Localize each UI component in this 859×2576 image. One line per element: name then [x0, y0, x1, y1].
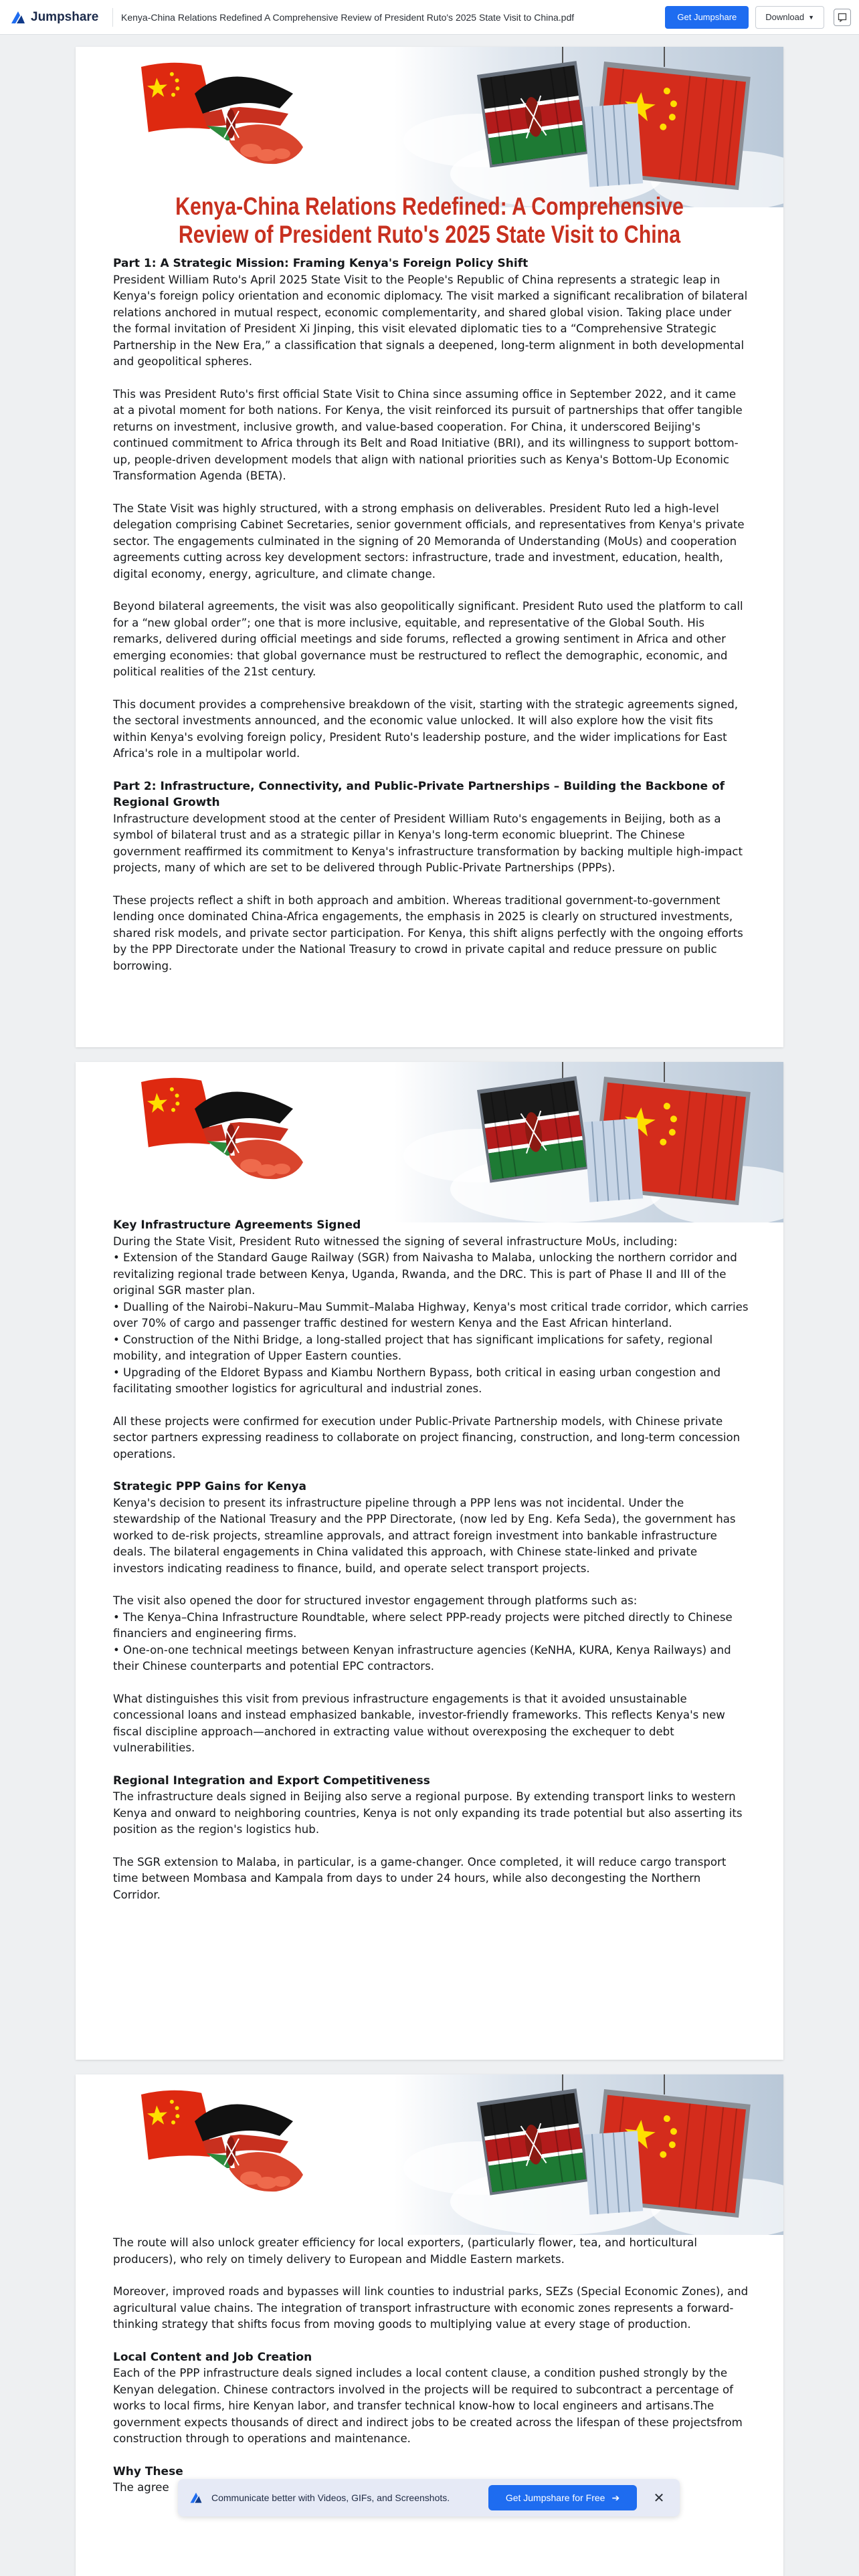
paragraph: Each of the PPP infrastructure deals signed includes a local content clause, a condition pushed strongly by the Kenyan delegation. Chinese contractors involved in the projects will be required to subcontract a percentage of works to local firms, hire Kenyan labor, and transfer technical know-how to local engineers and artisans.The government expects thousands of direct and indirect jobs to be created across the lifespan of these projectsfrom construction through to operations and maintenance. [113, 2367, 743, 2445]
kenya-china-banner-image [76, 47, 783, 207]
bullet-item: • Upgrading of the Eldoret Bypass and Kiambu Northern Bypass, both critical in easing urban congestion and facilitating smoother logistics for agricultural and industrial zones. [113, 1366, 721, 1395]
bullet-item: • Extension of the Standard Gauge Railway (SGR) from Naivasha to Malaba, unlocking the northern corridor and revitalizing regional trade between Kenya, Uganda, Rwanda, and the DRC. This is part of Phase II and III of the original SGR master plan. [113, 1251, 737, 1297]
bullet-item: • Construction of the Nithi Bridge, a long-stalled project that has significant implications for safety, regional mobility, and integration of Upper Eastern counties. [113, 1333, 713, 1362]
chevron-down-icon: ▼ [808, 13, 814, 21]
paragraph: Beyond bilateral agreements, the visit was also geopolitically significant. President Ruto used the platform to call for a “new global order”; one that is more inclusive, equitable, and representative of the Global South. His remarks, delivered during official meetings and side forums, reflected a growing sentiment in Africa and other emerging economies: that global governance must be restructured to reflect the demographic, economic, and political realities of the 21st century. [113, 600, 743, 678]
jumpshare-logo-icon [189, 2490, 203, 2505]
paragraph: This was President Ruto's first official State Visit to China since assuming office in September 2022, and it came at a pivotal moment for both nations. For Kenya, the visit reinforced its pursuit of partnerships that offer tangible returns on investment, inclusive growth, and value-based cooperation. For China, it underscored Beijing's continued commitment to Africa through its Belt and Road Initiative (BRI), and its willingness to support bottom-up, people-driven development models that align with national priorities such as Kenya's Bottom-Up Economic Transformation Agenda (BETA). [113, 387, 743, 482]
get-jumpshare-free-button[interactable] [488, 2485, 637, 2510]
get-jumpshare-button[interactable]: Get Jumpshare [665, 6, 749, 29]
paragraph: The visit also opened the door for structured investor engagement through platforms such as: [113, 1594, 638, 1607]
paragraph: This document provides a comprehensive breakdown of the visit, starting with the strategic agreements signed, the sectoral investments announced, and the economic value unlocked. It will also explore how the visit fits within Kenya's evolving foreign policy, President Ruto's leadership posture, and the wider implications for East Africa's role in a multipolar world. [113, 697, 739, 760]
section-heading: Why These [113, 2464, 183, 2478]
kenya-china-banner-image [76, 1062, 783, 1222]
page-2-body [113, 1217, 750, 1919]
paragraph: Infrastructure development stood at the center of President William Ruto's engagements in Beijing, both as a symbol of bilateral trust and as a strategic pillar in Kenya's long-term economic blueprint. The Chinese government reaffirmed its commitment to Kenya's infrastructure transformation by backing multiple high-impact projects, many of which are set to be delivered through Public-Private Partnerships (PPPs). [113, 812, 743, 874]
promo-banner [178, 2479, 680, 2516]
comment-icon[interactable] [834, 9, 851, 26]
pdf-page-1 [76, 47, 783, 1047]
arrow-right-icon: ➔ [611, 2492, 620, 2503]
paragraph: All these projects were confirmed for execution under Public-Private Partnership models, with Chinese private sector partners expressing readiness to collaborate on project financing, construction, and long-term concession operations. [113, 1414, 741, 1461]
toolbar-divider [112, 8, 113, 27]
paragraph: These projects reflect a shift in both approach and ambition. Whereas traditional government-to-government lending once dominated China-Africa engagements, the emphasis in 2025 is clearly on structured investments, shared risk models, and private sector participation. For Kenya, this shift aligns perfectly with the ongoing efforts by the PPP Directorate under the National Treasury to crowd in private capital and reduce pressure on public borrowing. [113, 893, 743, 972]
kenya-china-banner-image [76, 2074, 783, 2235]
brand[interactable] [0, 9, 107, 26]
section-heading: Local Content and Job Creation [113, 2350, 312, 2364]
paragraph: What distinguishes this visit from previous infrastructure engagements is that it avoided unsustainable concessional loans and instead emphasized bankable, investor-friendly frameworks. This reflects Kenya's new fiscal discipline approach—anchored in extracting value without overexposing the exchequer to debt vulnerabilities. [113, 1692, 725, 1754]
paragraph: Moreover, improved roads and bypasses will link counties to industrial parks, SEZs (Special Economic Zones), and agricultural value chains. The integration of transport infrastructure with economic zones represents a forward-thinking strategy that shifts focus from moving goods to multiplying value at every stage of production. [113, 2285, 749, 2331]
paragraph: The State Visit was highly structured, with a strong emphasis on deliverables. President Ruto led a high-level delegation comprising Cabinet Secretaries, senior government officials, and representatives from Kenya's private sector. The engagements culminated in the signing of 20 Memoranda of Understanding (MoUs) and cooperation agreements cutting across key development sectors: infrastructure, trade and investment, education, health, digital economy, energy, agriculture, and climate change. [113, 502, 745, 580]
file-name: Kenya-China Relations Redefined A Comprehensive Review of President Ruto's 2025 State Visit to China.pdf [121, 11, 575, 23]
download-label: Download [765, 12, 805, 22]
download-button[interactable] [755, 6, 824, 29]
paragraph: The infrastructure deals signed in Beijing also serve a regional purpose. By extending transport links to western Kenya and onward to neighboring countries, Kenya is not only expanding its trade potential but also asserting its position as the region's logistics hub. [113, 1790, 743, 1836]
paragraph: Kenya's decision to present its infrastructure pipeline through a PPP lens was not incidental. Under the stewardship of the National Treasury and the PPP Directorate, (now led by Eng. Kefa Seda), the government has worked to de-risk projects, streamline approvals, and attract foreign investment into bankable infrastructure deals. The bilateral engagements in China validated this approach, with Chinese state-linked and private investors indicating readiness to finance, build, and operate select transport projects. [113, 1496, 736, 1575]
close-icon[interactable]: ✕ [653, 2490, 665, 2506]
paragraph: The agree [113, 2481, 169, 2494]
bullet-item: • Dualling of the Nairobi–Nakuru–Mau Summit–Malaba Highway, Kenya's most critical trade corridor, which carries over 70% of cargo and passenger traffic destined for western Kenya and the East African hinterland. [113, 1300, 749, 1329]
page-3-body [113, 2235, 750, 2512]
pdf-page-2 [76, 1062, 783, 2060]
top-toolbar [0, 0, 859, 35]
section-heading: Key Infrastructure Agreements Signed [113, 1218, 361, 1232]
paragraph: The SGR extension to Malaba, in particular, is a game-changer. Once completed, it will reduce cargo transport time between Mombasa and Kampala from days to under 24 hours, while also decongesting the Northern Corridor. [113, 1855, 727, 1901]
bullet-item: • One-on-one technical meetings between Kenyan infrastructure agencies (KeNHA, KURA, Kenya Railways) and their Chinese counterparts and potential EPC contractors. [113, 1643, 731, 1673]
jumpshare-logo-icon [9, 9, 27, 26]
paragraph: President William Ruto's April 2025 State Visit to the People's Republic of China represents a strategic leap in Kenya's foreign policy orientation and economic diplomacy. The visit marked a significant recalibration of bilateral relations anchored in mutual respect, economic complementarity, and shared global vision. Taking place under the formal invitation of President Xi Jinping, this visit elevated diplomatic ties to a “Comprehensive Strategic Partnership in the New Era,” a classification that signals a deepened, long-term alignment in both developmental and geopolitical spheres. [113, 273, 748, 368]
page-1-body [113, 255, 750, 990]
promo-button-label: Get Jumpshare for Free [505, 2492, 605, 2503]
section-heading: Part 1: A Strategic Mission: Framing Kenya's Foreign Policy Shift [113, 257, 529, 270]
section-heading: Regional Integration and Export Competitiveness [113, 1774, 430, 1788]
section-heading: Part 2: Infrastructure, Connectivity, and Public-Private Partnerships – Building the Backbone of Regional Growth [113, 779, 725, 809]
document-title: Kenya-China Relations Redefined: A Comprehensive Review of President Ruto's 2025 State Visit to China [175, 193, 684, 248]
brand-name: Jumpshare [31, 9, 99, 24]
promo-text: Communicate better with Videos, GIFs, and Screenshots. [211, 2492, 450, 2503]
paragraph: During the State Visit, President Ruto witnessed the signing of several infrastructure MoUs, including: [113, 1235, 678, 1248]
section-heading: Strategic PPP Gains for Kenya [113, 1480, 306, 1493]
bullet-item: • The Kenya–China Infrastructure Roundtable, where select PPP-ready projects were pitched directly to Chinese financiers and engineering firms. [113, 1610, 733, 1640]
paragraph: The route will also unlock greater efficiency for local exporters, (particularly flower, tea, and horticultural producers), who rely on timely delivery to European and Middle Eastern markets. [113, 2236, 697, 2266]
